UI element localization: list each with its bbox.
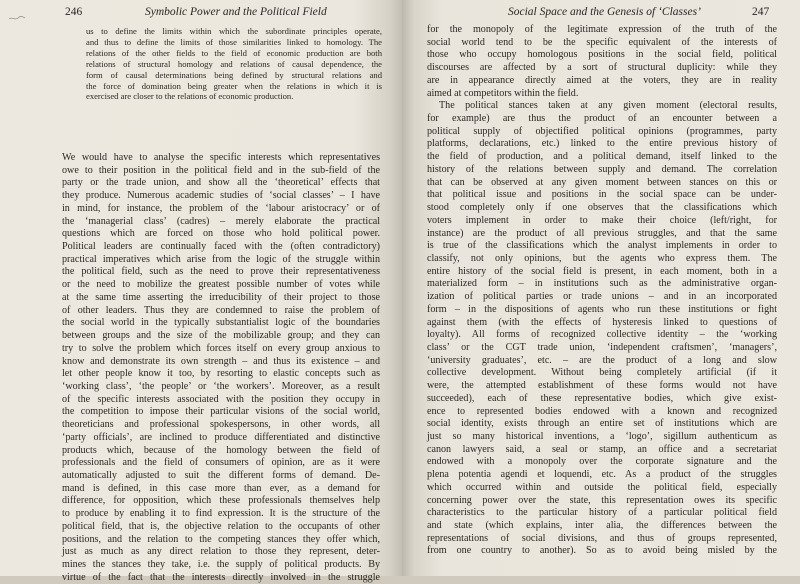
text-line: professionals and the field of consumers of opinion, are as it were bbox=[62, 457, 380, 469]
text-line: stood completely only if one observes that the classifications which bbox=[427, 202, 777, 214]
right-body-text bbox=[427, 24, 777, 558]
text-line: are in appearance directly aimed at the voters, they are in reality bbox=[427, 74, 777, 86]
left-page-number: 246 bbox=[65, 6, 83, 18]
text-line: mand is defined, in this case more than ever, as a demand for bbox=[62, 482, 380, 494]
text-line: from one country to another). So as to avoid being misled by the bbox=[427, 545, 777, 557]
text-line: We would have to analyse the specific interests which representatives bbox=[62, 152, 380, 163]
text-line: those who occupy homologous positions in the social field, political bbox=[427, 49, 777, 61]
text-line: the political field, such as the need to prove their representativeness bbox=[62, 266, 380, 278]
text-line: and thus to define the limits of those similarities linked to homology. The bbox=[86, 36, 382, 47]
text-line: voters implement in order to make their choice (left/right, for bbox=[427, 214, 777, 226]
text-line: entire history of the social field is present, in each moment, both in a bbox=[427, 265, 777, 277]
block-quote bbox=[86, 26, 382, 102]
left-running-title: Symbolic Power and the Political Field bbox=[145, 6, 327, 18]
text-line: and state (which explains, inter alia, the differences between the bbox=[427, 520, 777, 532]
text-line: social world tend to be the specific equivalent of the interests of bbox=[427, 36, 777, 48]
text-line: platforms, declarations, etc.) linked to the entire previous history of bbox=[427, 138, 777, 150]
text-line: owe to their position in the political field and in the sub-field of the bbox=[62, 164, 380, 176]
text-line: for the monopoly of the legitimate expression of the truth of the bbox=[427, 24, 777, 35]
text-line: Political leaders are continually faced with the (often contradictory) bbox=[62, 241, 380, 253]
text-line: ization of political parties or trade unions – and in an incorporated bbox=[427, 291, 777, 303]
text-line: concerning power over the state, this representation owes its specific bbox=[427, 494, 777, 506]
right-page-number: 247 bbox=[752, 6, 770, 18]
text-line: theoreticians and professional spokespersons, in other words, all bbox=[62, 419, 380, 431]
text-line: to produce by enabling it to find expression. It is the structure of the bbox=[62, 508, 380, 520]
text-line: the ‘managerial class’ (cadres) – merely elaborate the practical bbox=[62, 215, 380, 227]
text-line: practical imperatives which arise from the logic of the struggle within bbox=[62, 253, 380, 265]
text-line: against them (with the effects of hysteresis linked to questions of bbox=[427, 316, 777, 328]
text-line: that political issue and positions in the social space can be under- bbox=[427, 189, 777, 201]
text-line: history of the relations between supply and demand. The correlation bbox=[427, 163, 777, 175]
text-line: relations of structural homology and relations of causal dependence, the bbox=[86, 58, 382, 69]
right-page bbox=[402, 0, 800, 576]
text-line: the competition to impose their particular visions of the social world, bbox=[62, 406, 380, 418]
text-line: that can be observed at any given moment between stances on this or bbox=[427, 176, 777, 188]
text-line: ‘party officials’, are inclined to produce differentiated and distinctive bbox=[62, 431, 380, 443]
text-line: form of causal determinations being defined by structural relations and bbox=[86, 69, 382, 80]
text-line: social identity, exists through an entire set of institutions which are bbox=[427, 418, 777, 430]
left-body-text bbox=[62, 152, 380, 584]
text-line: were, the attempted establishment of these forms would not have bbox=[427, 380, 777, 392]
text-line: of other leaders. Thus they are condemned to raise the problem of bbox=[62, 304, 380, 316]
text-line: characteristics to the particular history of a particular political field bbox=[427, 507, 777, 519]
text-line: questions which are forced on those who hold political power. bbox=[62, 228, 380, 240]
text-line: party or the trade union, and show all the ‘theoretical’ effects that bbox=[62, 177, 380, 189]
text-line: they produce. Numerous academic studies of ‘social classes’ – I have bbox=[62, 190, 380, 202]
text-line: for example) are thus the product of an encounter between a bbox=[427, 113, 777, 125]
text-line: the force of domination being greater when the relations in which it is bbox=[86, 80, 382, 91]
text-line: class’ or the CGT trade union, ‘independent craftsmen’, ‘managers’, bbox=[427, 341, 777, 353]
text-line: canon lawyers said, a seal or stamp, an office and a secretariat bbox=[427, 443, 777, 455]
text-line: representations of social divisions, and thus of groups represented, bbox=[427, 532, 777, 544]
text-line: know and demonstrate its own strength – and thus its existence – and bbox=[62, 355, 380, 367]
right-running-title: Social Space and the Genesis of ‘Classes’ bbox=[508, 6, 701, 18]
pencil-mark-icon bbox=[8, 14, 26, 22]
text-line: collective development. Without being completely artificial (if it bbox=[427, 367, 777, 379]
text-line: try to solve the problem which forces itself on every group anxious to bbox=[62, 342, 380, 354]
text-line: mines the stances they take, i.e. the supply of political products. By bbox=[62, 559, 380, 570]
text-line: automatically adjusted to suit the different forms of demand. De- bbox=[62, 469, 380, 481]
text-line: materialized form – in institutions such as the administrative organ- bbox=[427, 278, 777, 290]
text-line: let other people know it too, by resorting to elastic concepts such as bbox=[62, 368, 380, 380]
text-line: difference, for opposition, which these professionals themselves help bbox=[62, 495, 380, 507]
text-line: exercised are closer to the relations of economic production. bbox=[86, 91, 294, 102]
text-line: just as much as any direct relation to those they represent, deter- bbox=[62, 546, 380, 558]
text-line: which occurred within and outside the political field, especially bbox=[427, 481, 777, 493]
text-line: the field of production, and a political demand, itself linked to the bbox=[427, 151, 777, 163]
text-line: positions, and the relation to the competing stances they offer which, bbox=[62, 533, 380, 545]
text-line: is true of the classifications which the analyst implements in order to bbox=[427, 240, 777, 252]
text-line: succeeded), each of these representative bodies, which give exist- bbox=[427, 392, 777, 404]
text-line: us to define the limits within which the subordinate principles operate, bbox=[86, 26, 382, 36]
text-line: virtue of the fact that the interests directly involved in the struggle bbox=[62, 571, 380, 583]
text-line: loyalty). All forms of recognized collective identity – the ‘working bbox=[427, 329, 777, 341]
text-line: or the need to mobilize the greatest possible number of votes while bbox=[62, 279, 380, 291]
text-line: ‘university graduates’, etc. – are the product of a long and slow bbox=[427, 354, 777, 366]
text-line: ‘working class’, ‘the people’ or ‘the workers’. Moreover, as a result bbox=[62, 380, 380, 392]
text-line: political field, that is, the objective relation to the occupants of other bbox=[62, 520, 380, 532]
text-line: products which, because of the homology between the field of bbox=[62, 444, 380, 456]
text-line: the social world in the typically substantialist logic of the boundaries bbox=[62, 317, 380, 329]
text-line: of the specific interests associated with the position they occupy in bbox=[62, 393, 380, 405]
text-line: just so many historical inventions, a ‘logo’, sigillum authenticum as bbox=[427, 431, 777, 442]
text-line: aimed at competitors within the field. bbox=[427, 87, 579, 99]
text-line: at the same time asserting the irreducibility of their project to those bbox=[62, 291, 380, 303]
text-line: endowed with a monopoly over the corporate signature and the bbox=[427, 456, 777, 468]
text-line: plena potentia agendi et loquendi, etc. As a product of the struggles bbox=[427, 469, 777, 481]
text-line: instance) are the product of all previous struggles, and that the same bbox=[427, 227, 777, 239]
text-line: The political stances taken at any given moment (electoral results, bbox=[439, 100, 777, 112]
text-line: ence to represented bodies endowed with a known and recognized bbox=[427, 405, 777, 417]
text-line: political supply of objectified political opinions (programmes, party bbox=[427, 125, 777, 137]
text-line: classify, not only opinions, but the agents who express them. The bbox=[427, 252, 777, 264]
text-line: form – in the dispositions of agents who run these institutions or fight bbox=[427, 303, 777, 315]
text-line: between groups and the size of the mobilizable group; and they can bbox=[62, 330, 380, 342]
text-line: discourses are affected by a sort of structural duplicity: while they bbox=[427, 62, 777, 74]
text-line: in mind, for instance, the problem of the ‘labour aristocracy’ or of bbox=[62, 202, 380, 214]
text-line: relations of the other fields to the field of economic production are both bbox=[86, 47, 382, 58]
